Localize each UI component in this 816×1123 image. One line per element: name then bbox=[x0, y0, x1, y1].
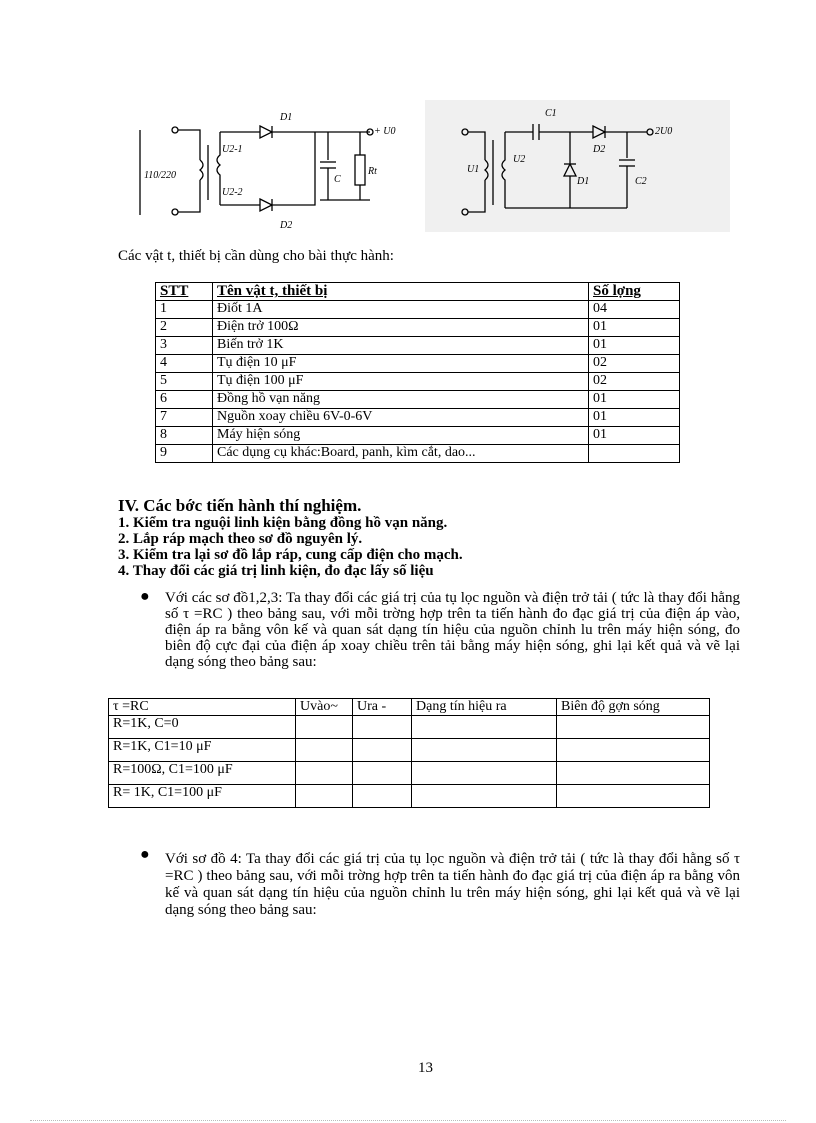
materials-cell-name: Biến trở 1K bbox=[213, 337, 589, 355]
measurement-row bbox=[109, 739, 710, 762]
circuit1-u22-label: U2-2 bbox=[222, 187, 243, 198]
materials-cell-stt: 4 bbox=[156, 355, 213, 373]
materials-cell-qty bbox=[589, 445, 680, 463]
materials-cell-stt: 9 bbox=[156, 445, 213, 463]
measurement-empty-cell bbox=[296, 739, 353, 762]
materials-cell-stt: 5 bbox=[156, 373, 213, 391]
circuit2-c2-label: C2 bbox=[635, 176, 647, 187]
circuit1-u21-label: U2-1 bbox=[222, 144, 243, 155]
measurement-empty-cell bbox=[353, 762, 412, 785]
materials-row bbox=[156, 409, 680, 427]
materials-cell-name: Điốt 1A bbox=[213, 301, 589, 319]
materials-cell-stt: 7 bbox=[156, 409, 213, 427]
col-uout: Ura - bbox=[353, 699, 412, 716]
measurement-empty-cell bbox=[353, 785, 412, 808]
materials-cell-qty: 01 bbox=[589, 391, 680, 409]
materials-cell-stt: 3 bbox=[156, 337, 213, 355]
materials-row bbox=[156, 391, 680, 409]
materials-row bbox=[156, 427, 680, 445]
materials-row bbox=[156, 337, 680, 355]
circuit2-d1-label: D1 bbox=[577, 176, 590, 187]
measurement-empty-cell bbox=[353, 716, 412, 739]
circuit1-c-label: C bbox=[334, 174, 341, 185]
measurement-empty-cell bbox=[412, 716, 557, 739]
col-name: Tên vật t, thiết bị bbox=[213, 283, 589, 301]
measurement-empty-cell bbox=[557, 739, 710, 762]
col-ripple: Biên độ gợn sóng bbox=[557, 699, 710, 716]
bullet-2-text: Với sơ đồ 4: Ta thay đổi các giá trị của tụ lọc nguồn và điện trở tải ( tức là thay đổi hằng số τ =RC ) theo bảng sau, với mỗi trờng hợp trên ta tiến hành đo đạc giá trị của điện áp ra bằng vôn kế và quan sát dạng tín hiệu của nguồn chỉnh lu trên máy hiện sóng, ghi lại kết quả và vẽ lại dạng sóng theo bảng sau: bbox=[165, 851, 740, 918]
materials-cell-qty: 01 bbox=[589, 409, 680, 427]
step-2: 2. Lắp ráp mạch theo sơ đồ nguyên lý. bbox=[118, 531, 363, 547]
measurement-condition: R=1K, C=0 bbox=[109, 716, 296, 739]
measurement-condition: R=1K, C1=10 μF bbox=[109, 739, 296, 762]
col-stt: STT bbox=[156, 283, 213, 301]
circuit1-rt-label: Rt bbox=[368, 166, 377, 177]
measurement-empty-cell bbox=[412, 762, 557, 785]
materials-cell-qty: 04 bbox=[589, 301, 680, 319]
measurement-table-header bbox=[109, 699, 710, 716]
bullet-2-marker: ● bbox=[140, 846, 150, 863]
materials-row bbox=[156, 445, 680, 463]
materials-cell-qty: 01 bbox=[589, 319, 680, 337]
step-4: 4. Thay đổi các giá trị linh kiện, đo đạc lấy số liệu bbox=[118, 563, 434, 579]
measurement-table-body bbox=[109, 716, 710, 808]
step-3: 3. Kiểm tra lại sơ đồ lắp ráp, cung cấp điện cho mạch. bbox=[118, 547, 463, 563]
measurement-empty-cell bbox=[557, 785, 710, 808]
circuit1-d1-label: D1 bbox=[280, 112, 293, 123]
circuit1-source-label: 110/220 bbox=[144, 170, 177, 181]
measurement-condition: R=100Ω, C1=100 μF bbox=[109, 762, 296, 785]
circuit1-out-label: + U0 bbox=[374, 126, 396, 137]
bullet-1-text: Với các sơ đồ1,2,3: Ta thay đổi các giá trị của tụ lọc nguồn và điện trở tải ( tức là thay đổi hằng số τ =RC ) theo bảng sau, với mỗi trờng hợp trên ta tiến hành đo đạc giá trị của điện áp vào, điện áp ra bằng vôn kế và quan sát dạng tín hiệu của nguồn chỉnh lu trên máy hiện sóng, đo biên độ cực đại của điện áp xoay chiều trên tải bằng máy hiện sóng, ghi lại kết quả và vẽ lại dạng sóng theo bảng sau: bbox=[165, 590, 740, 670]
materials-table-body bbox=[156, 301, 680, 463]
col-waveform: Dạng tín hiệu ra bbox=[412, 699, 557, 716]
materials-cell-stt: 2 bbox=[156, 319, 213, 337]
circuit2-d2-label: D2 bbox=[593, 144, 606, 155]
measurement-empty-cell bbox=[412, 785, 557, 808]
materials-cell-stt: 8 bbox=[156, 427, 213, 445]
materials-heading: Các vật t, thiết bị cần dùng cho bài thực hành: bbox=[118, 248, 394, 264]
circuit1-d2-label: D2 bbox=[280, 220, 293, 231]
materials-row bbox=[156, 355, 680, 373]
materials-cell-name: Tụ điện 100 μF bbox=[213, 373, 589, 391]
section-title: IV. Các bớc tiến hành thí nghiệm. bbox=[118, 496, 362, 515]
materials-cell-qty: 01 bbox=[589, 337, 680, 355]
materials-row bbox=[156, 301, 680, 319]
circuit2-u2-label: U2 bbox=[513, 154, 526, 165]
col-tau: τ =RC bbox=[109, 699, 296, 716]
materials-cell-qty: 01 bbox=[589, 427, 680, 445]
page-number: 13 bbox=[418, 1060, 433, 1076]
measurement-empty-cell bbox=[296, 762, 353, 785]
measurement-empty-cell bbox=[353, 739, 412, 762]
col-qty: Số lợng bbox=[589, 283, 680, 301]
measurement-empty-cell bbox=[557, 716, 710, 739]
materials-cell-name: Nguồn xoay chiều 6V-0-6V bbox=[213, 409, 589, 427]
steps-list bbox=[118, 515, 463, 579]
measurement-empty-cell bbox=[557, 762, 710, 785]
step-1: 1. Kiểm tra nguội linh kiện bằng đồng hồ vạn năng. bbox=[118, 515, 448, 531]
materials-cell-name: Đồng hồ vạn năng bbox=[213, 391, 589, 409]
materials-cell-stt: 1 bbox=[156, 301, 213, 319]
materials-table bbox=[155, 282, 680, 463]
circuit-diagram-voltage-doubler bbox=[425, 100, 730, 232]
circuit-diagram-full-wave bbox=[130, 100, 400, 235]
circuit2-out-label: 2U0 bbox=[655, 126, 673, 137]
measurement-row bbox=[109, 762, 710, 785]
materials-cell-name: Điện trở 100Ω bbox=[213, 319, 589, 337]
materials-row bbox=[156, 319, 680, 337]
materials-cell-name: Máy hiện sóng bbox=[213, 427, 589, 445]
materials-cell-stt: 6 bbox=[156, 391, 213, 409]
materials-cell-qty: 02 bbox=[589, 373, 680, 391]
materials-cell-name: Tụ điện 10 μF bbox=[213, 355, 589, 373]
materials-row bbox=[156, 373, 680, 391]
bullet-1-marker: ● bbox=[140, 588, 150, 605]
materials-table-header bbox=[156, 283, 680, 301]
footer-divider bbox=[30, 1120, 786, 1121]
col-uin: Uvào~ bbox=[296, 699, 353, 716]
measurement-condition: R= 1K, C1=100 μF bbox=[109, 785, 296, 808]
measurement-empty-cell bbox=[296, 785, 353, 808]
measurement-table bbox=[108, 698, 710, 808]
circuit2-u1-label: U1 bbox=[467, 164, 480, 175]
measurement-row bbox=[109, 716, 710, 739]
measurement-row bbox=[109, 785, 710, 808]
circuit2-c1-label: C1 bbox=[545, 108, 557, 119]
materials-cell-name: Các dụng cụ khác:Board, panh, kìm cắt, dao... bbox=[213, 445, 589, 463]
materials-cell-qty: 02 bbox=[589, 355, 680, 373]
measurement-empty-cell bbox=[412, 739, 557, 762]
measurement-empty-cell bbox=[296, 716, 353, 739]
